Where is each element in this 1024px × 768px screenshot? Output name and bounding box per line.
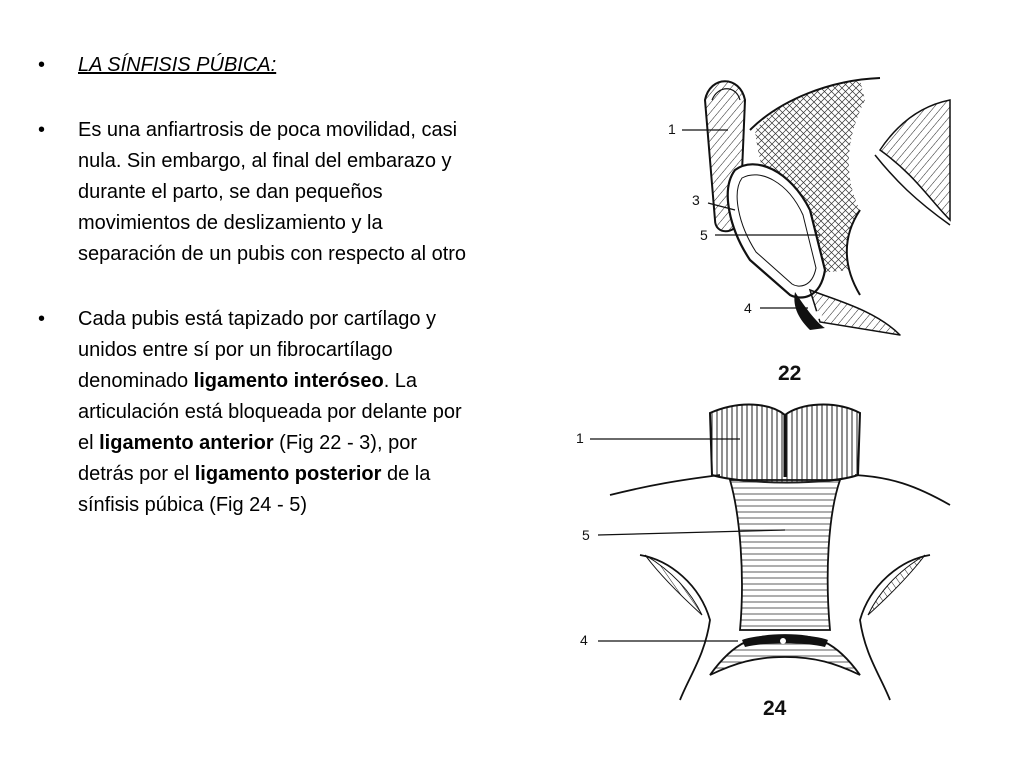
bold-term: ligamento anterior (99, 432, 274, 454)
bullet-marker: • (38, 119, 46, 141)
bullet-marker: • (38, 308, 46, 330)
figure-22-drawing (660, 60, 960, 390)
figure-24-label-1: 1 (576, 430, 584, 446)
figure-22 (660, 60, 960, 390)
ligaments-text (78, 304, 478, 521)
text-part: . La articulación está bloqueada por delante por el (78, 370, 462, 454)
bullet-title (38, 50, 478, 81)
bullet-ligaments (38, 304, 478, 521)
figure-22-label-1: 1 (668, 121, 676, 137)
slide-title: LA SÍNFISIS PÚBICA: (78, 54, 277, 76)
text-column (38, 50, 478, 555)
bullet-marker: • (38, 54, 46, 76)
figure-24-label-4: 4 (580, 632, 588, 648)
bold-term: ligamento posterior (194, 463, 382, 485)
figure-22-label-4: 4 (744, 300, 752, 316)
figure-22-number: 22 (778, 362, 802, 385)
text-part: Cada pubis está tapizado por cartílago y unidos entre sí por un fibrocartílago denominado (78, 308, 436, 392)
figure-24-drawing (570, 395, 990, 725)
bullet-description (38, 115, 478, 270)
figure-24-label-5: 5 (582, 527, 590, 543)
figure-22-label-5: 5 (700, 227, 708, 243)
figure-24 (570, 395, 990, 725)
figure-24-number: 24 (763, 697, 787, 720)
bold-term: ligamento interóseo (193, 370, 384, 392)
text-part: (Fig 22 - 3), por detrás por el (78, 432, 417, 485)
text-part: de la sínfisis púbica (Fig 24 - 5) (78, 463, 431, 516)
description-text: Es una anfiartrosis de poca movilidad, casi nula. Sin embargo, al final del embarazo y durante el parto, se dan pequeños movimientos de deslizamiento y la separación de un pubis con respecto al otro (78, 119, 467, 265)
figure-22-label-3: 3 (692, 192, 700, 208)
